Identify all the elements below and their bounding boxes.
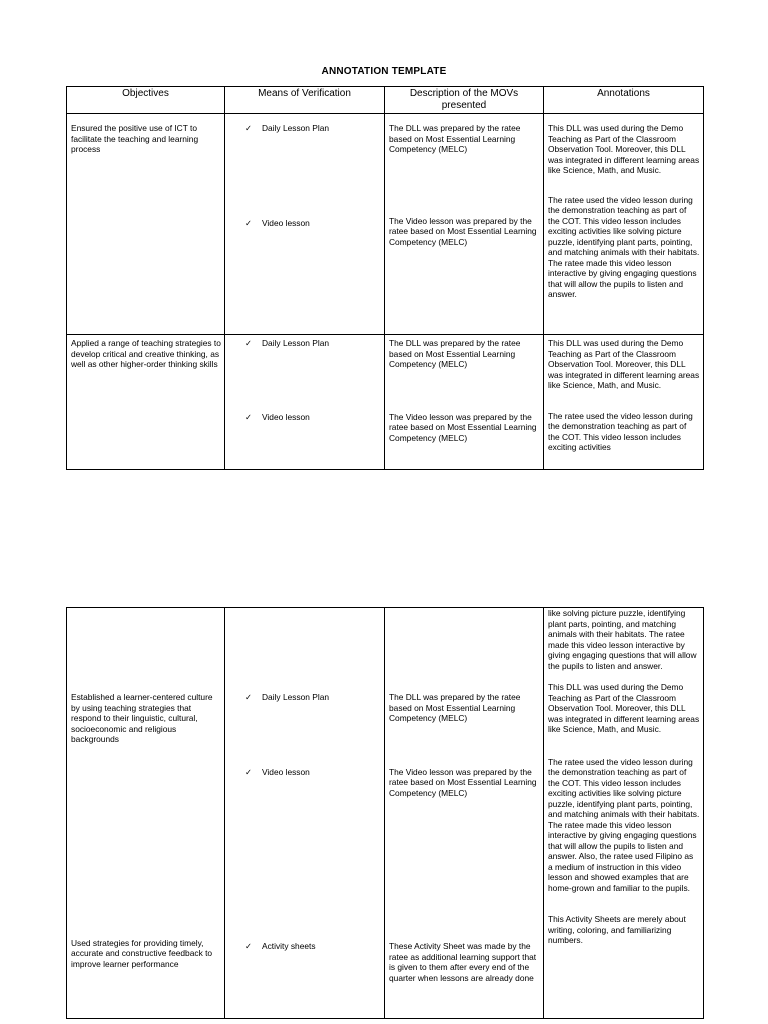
annotation-text: This DLL was used during the Demo Teaching as Part of the Classroom Observation Tool. Moreover, this DLL was integrated in different learning areas like Science, Math, and Music.: [548, 123, 700, 175]
objective-text: Established a learner-centered culture by using teaching strategies that respond to their linguistic, cultural, socioeconomic and religious backgrounds: [71, 692, 213, 744]
annotation-table-part-1: [66, 86, 704, 470]
annotation-text: This Activity Sheets are merely about writing, coloring, and familiarizing numbers.: [548, 914, 686, 945]
mov-label: Daily Lesson Plan: [262, 123, 330, 133]
checkmark-icon: ✓: [245, 941, 253, 951]
annotation-text: This DLL was used during the Demo Teaching as Part of the Classroom Observation Tool. Moreover, this DLL was integrated in different learning areas like Science, Math, and Music.: [548, 682, 700, 734]
annotation-table-part-2: [66, 607, 704, 1019]
mov-label: Activity sheets: [262, 941, 316, 951]
description-text: The Video lesson was prepared by the ratee based on Most Essential Learning Competency (MELC): [389, 411, 537, 443]
mov-label: Daily Lesson Plan: [262, 692, 330, 702]
table-row: [67, 608, 704, 1019]
header-objectives: Objectives: [67, 87, 225, 114]
header-description: Description of the MOVs presented: [385, 87, 544, 114]
description-text: The DLL was prepared by the ratee based on Most Essential Learning Competency (MELC): [389, 338, 521, 369]
table-row: [67, 114, 704, 335]
description-text: The Video lesson was prepared by the ratee based on Most Essential Learning Competency (MELC): [389, 766, 537, 798]
mov-label: Video lesson: [262, 411, 310, 422]
mov-label: Video lesson: [262, 766, 310, 777]
checkmark-icon: ✓: [245, 338, 253, 348]
mov-label: Video lesson: [262, 217, 310, 228]
checkmark-icon: ✓: [245, 123, 253, 133]
objective-text: Ensured the positive use of ICT to facilitate the teaching and learning process: [71, 123, 199, 154]
table-header-row: [67, 87, 704, 114]
annotation-text: The ratee used the video lesson during the demonstration teaching as part of the COT. This video lesson includes exciting activities: [548, 410, 693, 452]
objective-text: Applied a range of teaching strategies to develop critical and creative thinking, as well as other higher-order thinking skills: [71, 338, 221, 369]
annotation-text: The ratee used the video lesson during the demonstration teaching as part of the COT. This video lesson includes exciting activities like solving picture puzzle, identifying plant parts, pointing, and matching animals with their habitats. The ratee made this video lesson interactive by giving engaging questions that will allow the pupils to listen and answer.: [548, 194, 700, 299]
checkmark-icon: ✓: [245, 692, 253, 702]
description-text: The DLL was prepared by the ratee based on Most Essential Learning Competency (MELC): [389, 692, 521, 723]
table-row: [67, 335, 704, 470]
page-title: ANNOTATION TEMPLATE: [321, 66, 447, 77]
description-text: These Activity Sheet was made by the ratee as additional learning support that is given to them after every end of the quarter when lessons are already done: [389, 941, 537, 983]
mov-label: Daily Lesson Plan: [262, 338, 330, 348]
description-text: The Video lesson was prepared by the ratee based on Most Essential Learning Competency (MELC): [389, 215, 537, 247]
checkmark-icon: ✓: [245, 411, 253, 422]
header-annotations: Annotations: [544, 87, 704, 114]
objective-text: Used strategies for providing timely, accurate and constructive feedback to improve learner performance: [71, 937, 213, 969]
header-means-of-verification: Means of Verification: [225, 87, 385, 114]
annotation-text: This DLL was used during the Demo Teaching as Part of the Classroom Observation Tool. Moreover, this DLL was integrated in different learning areas like Science, Math, and Music.: [548, 338, 700, 390]
description-text: The DLL was prepared by the ratee based on Most Essential Learning Competency (MELC): [389, 123, 521, 154]
checkmark-icon: ✓: [245, 766, 253, 777]
checkmark-icon: ✓: [245, 217, 253, 228]
annotation-text: like solving picture puzzle, identifying plant parts, pointing, and matching animals with their habitats. The ratee made this video lesson interactive by giving engaging questions that will allow the pupils to listen and answer.: [548, 608, 697, 671]
annotation-text: The ratee used the video lesson during the demonstration teaching as part of the COT. This video lesson includes exciting activities like solving picture puzzle, identifying plant parts, pointing, and matching animals with their habitats. The ratee made this video lesson interactive by giving engaging questions that will allow the pupils to listen and answer. Also, the ratee used Filipino as a medium of instruction in this video lesson and showed examples that are home-grown and familiar to the pupils.: [548, 756, 700, 893]
